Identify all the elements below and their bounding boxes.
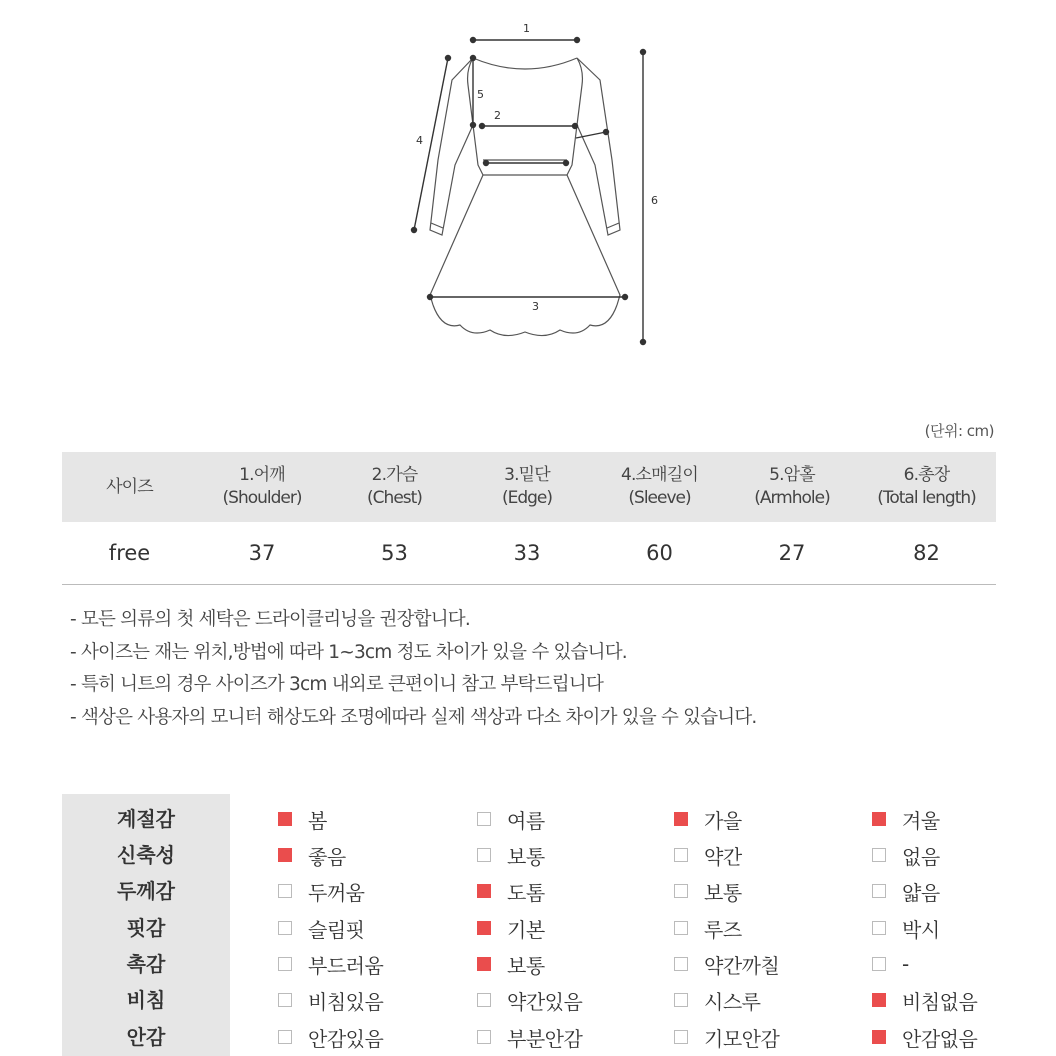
size-table-row: [62, 522, 996, 585]
unchecked-box-icon: [278, 921, 292, 935]
attribute-option: [278, 910, 364, 946]
attribute-option: [674, 801, 742, 837]
header-title: 2.가슴: [371, 465, 418, 485]
header-title: 사이즈: [106, 477, 153, 497]
size-table-header: [62, 452, 996, 522]
unchecked-box-icon: [477, 812, 491, 826]
checked-box-icon: [872, 812, 886, 826]
attribute-label: 신축성: [117, 843, 175, 867]
attribute-option: [872, 801, 940, 837]
cell-sleeve: 60: [646, 541, 673, 565]
cell-shoulder: 37: [248, 541, 276, 565]
note-line: - 특히 니트의 경우 사이즈가 3cm 내외로 큰편이니 참고 부탁드립니다: [70, 674, 604, 695]
option-label: 약간까칠: [704, 953, 780, 978]
option-label: 시스루: [704, 989, 761, 1014]
header-sleeve: [592, 452, 727, 522]
checked-box-icon: [477, 921, 491, 935]
header-title: 6.총장: [903, 465, 950, 485]
attribute-row-texture: [62, 946, 996, 982]
option-label: 봄: [308, 808, 327, 833]
attribute-option: [872, 982, 977, 1018]
attribute-option: [872, 837, 940, 873]
attribute-option: [477, 910, 545, 946]
header-subtitle: (Shoulder): [222, 488, 302, 508]
option-label: 비침없음: [902, 989, 978, 1014]
attribute-option: [674, 910, 742, 946]
header-title: 4.소매길이: [620, 465, 699, 485]
attribute-option: [674, 982, 760, 1018]
option-label: 보통: [704, 880, 742, 905]
unchecked-box-icon: [674, 957, 688, 971]
measure-label-6: 6: [651, 194, 658, 207]
header-subtitle: (Armhole): [754, 488, 830, 508]
option-label: 안감없음: [902, 1026, 978, 1051]
option-label: 비침있음: [308, 989, 384, 1014]
attribute-option: [872, 910, 940, 946]
option-label: 기본: [507, 917, 545, 942]
option-label: 가을: [704, 808, 742, 833]
header-title: 5.암홀: [769, 465, 815, 485]
unchecked-box-icon: [872, 957, 886, 971]
size-table: [62, 452, 996, 585]
header-title: 1.어깨: [239, 465, 285, 485]
unchecked-box-icon: [674, 848, 688, 862]
attribute-option: [477, 1019, 582, 1055]
header-subtitle: (Edge): [501, 488, 553, 508]
option-label: 겨울: [902, 808, 940, 833]
checked-box-icon: [674, 812, 688, 826]
attribute-option: [674, 1019, 779, 1055]
unchecked-box-icon: [674, 884, 688, 898]
unit-note: (단위: cm): [924, 422, 994, 440]
unchecked-box-icon: [872, 921, 886, 935]
attribute-row-fit: [62, 910, 996, 946]
attribute-option: [872, 946, 909, 982]
note-line: - 사이즈는 재는 위치,방법에 따라 1~3cm 정도 차이가 있을 수 있습니다.: [70, 641, 627, 663]
attribute-option: [477, 837, 545, 873]
attribute-option: [872, 1019, 977, 1055]
measure-label-5: 5: [477, 88, 484, 101]
care-notes: [70, 604, 1000, 734]
checked-box-icon: [477, 957, 491, 971]
attribute-option: [477, 873, 545, 909]
checked-box-icon: [278, 848, 292, 862]
attribute-option: [278, 946, 383, 982]
measure-label-1: 1: [523, 22, 530, 35]
checked-box-icon: [477, 884, 491, 898]
option-label: 안감있음: [308, 1026, 384, 1051]
unchecked-box-icon: [278, 993, 292, 1007]
option-label: 얇음: [902, 880, 940, 905]
option-label: 좋음: [308, 844, 346, 869]
attribute-option: [278, 837, 346, 873]
option-label: 도톰: [507, 880, 545, 905]
attribute-label: 비침: [126, 988, 166, 1012]
attribute-option: [872, 873, 940, 909]
unchecked-box-icon: [872, 848, 886, 862]
header-total-length: [857, 452, 996, 522]
option-label: -: [902, 952, 909, 976]
attribute-option: [278, 1019, 383, 1055]
attribute-row-stretch: [62, 837, 996, 873]
header-armhole: [727, 452, 857, 522]
option-label: 슬림핏: [308, 917, 365, 942]
fabric-attributes: [62, 794, 996, 1056]
unchecked-box-icon: [278, 1030, 292, 1044]
checked-box-icon: [872, 1030, 886, 1044]
option-label: 여름: [507, 808, 545, 833]
cell-edge: 33: [513, 541, 541, 565]
header-subtitle: (Chest): [367, 488, 422, 508]
attribute-option: [674, 946, 779, 982]
attribute-option: [278, 982, 383, 1018]
cell-armhole: 27: [778, 541, 806, 565]
option-label: 없음: [902, 844, 940, 869]
attribute-label: 안감: [126, 1025, 166, 1049]
attribute-option: [477, 982, 582, 1018]
measure-label-3: 3: [532, 300, 539, 313]
header-shoulder: [197, 452, 327, 522]
unchecked-box-icon: [674, 1030, 688, 1044]
option-label: 약간있음: [507, 989, 583, 1014]
dress-measurement-diagram: [400, 10, 700, 355]
checked-box-icon: [872, 993, 886, 1007]
unchecked-box-icon: [477, 993, 491, 1007]
header-subtitle: (Sleeve): [628, 488, 691, 508]
attribute-option: [477, 801, 545, 837]
attribute-row-lining: [62, 1019, 996, 1055]
option-label: 보통: [507, 844, 545, 869]
note-line: - 색상은 사용자의 모니터 해상도와 조명에따라 실제 색상과 다소 차이가 있을 수 있습니다.: [70, 706, 757, 728]
option-label: 박시: [902, 917, 940, 942]
attribute-option: [674, 837, 742, 873]
unchecked-box-icon: [477, 1030, 491, 1044]
attribute-row-season: [62, 801, 996, 837]
cell-size: free: [108, 541, 151, 565]
option-label: 부분안감: [507, 1026, 583, 1051]
attribute-row-sheerness: [62, 982, 996, 1018]
attribute-row-thickness: [62, 873, 996, 909]
attribute-label: 두께감: [117, 879, 175, 903]
option-label: 기모안감: [704, 1026, 780, 1051]
attribute-option: [278, 801, 327, 837]
cell-total-length: 82: [913, 541, 940, 565]
attribute-label: 핏감: [126, 916, 166, 940]
checked-box-icon: [278, 812, 292, 826]
option-label: 두꺼움: [308, 880, 365, 905]
option-label: 약간: [704, 844, 742, 869]
header-chest: [327, 452, 462, 522]
measure-label-4: 4: [416, 134, 423, 147]
unchecked-box-icon: [278, 884, 292, 898]
cell-chest: 53: [381, 541, 408, 565]
attribute-label: 촉감: [126, 952, 166, 976]
attribute-option: [278, 873, 364, 909]
option-label: 보통: [507, 953, 545, 978]
attribute-option: [674, 873, 742, 909]
unchecked-box-icon: [674, 921, 688, 935]
header-title: 3.밑단: [504, 465, 550, 485]
unchecked-box-icon: [674, 993, 688, 1007]
header-size: [62, 452, 197, 522]
header-subtitle: (Total length): [877, 488, 976, 508]
unchecked-box-icon: [872, 884, 886, 898]
note-line: - 모든 의류의 첫 세탁은 드라이클리닝을 권장합니다.: [70, 609, 470, 630]
option-label: 루즈: [704, 917, 742, 942]
unchecked-box-icon: [477, 848, 491, 862]
measure-label-2: 2: [494, 109, 501, 122]
attribute-option: [477, 946, 545, 982]
header-edge: [462, 452, 592, 522]
option-label: 부드러움: [308, 953, 384, 978]
attribute-label: 계절감: [117, 807, 175, 831]
unchecked-box-icon: [278, 957, 292, 971]
